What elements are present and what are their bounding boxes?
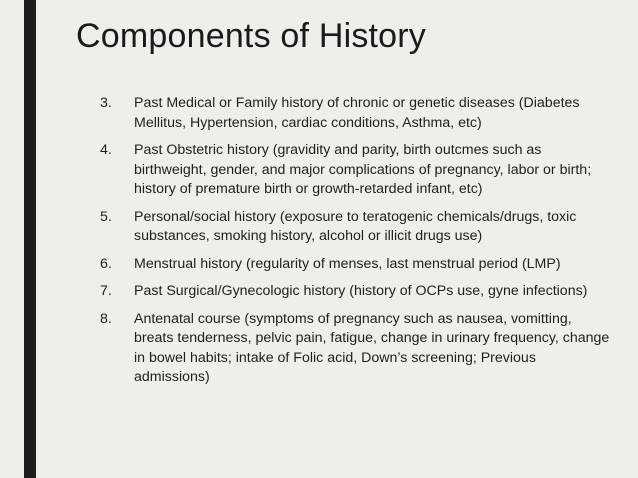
- item-number: 6.: [100, 255, 112, 272]
- item-text: Personal/social history (exposure to teratogenic chemicals/drugs, toxic substances, smoking history, alcohol or illicit drugs use): [134, 208, 577, 244]
- list-item: [100, 208, 610, 247]
- list-item: [100, 141, 610, 200]
- list-item: [100, 282, 610, 302]
- item-text: Past Surgical/Gynecologic history (history of OCPs use, gyne infections): [134, 283, 588, 299]
- item-number: 8.: [100, 310, 112, 327]
- history-components-list: [100, 94, 610, 396]
- item-text: Past Medical or Family history of chronic or genetic diseases (Diabetes Mellitus, Hypertension, cardiac conditions, Asthma, etc): [134, 95, 580, 131]
- item-text: Antenatal course (symptoms of pregnancy such as nausea, vomitting, breats tenderness, pelvic pain, fatigue, change in urinary frequency, change in bowel habits; intake of Folic acid, Down’s screening; Previous admissions): [134, 310, 610, 385]
- slide-title: Components of History: [76, 17, 427, 55]
- list-item: [100, 94, 610, 133]
- item-number: 4.: [100, 142, 112, 158]
- list-item: [100, 255, 610, 275]
- item-number: 5.: [100, 208, 112, 225]
- item-text: Menstrual history (regularity of menses, last menstrual period (LMP): [134, 255, 561, 272]
- item-number: 7.: [100, 283, 112, 299]
- accent-bar: [24, 0, 36, 478]
- item-text: Past Obstetric history (gravidity and parity, birth outcmes such as birthweight, gender, and major complications of pregnancy, labor or birth; history of premature birth or growth-retarded infant, etc): [134, 142, 592, 197]
- item-number: 3.: [100, 95, 112, 111]
- list-item: [100, 310, 610, 388]
